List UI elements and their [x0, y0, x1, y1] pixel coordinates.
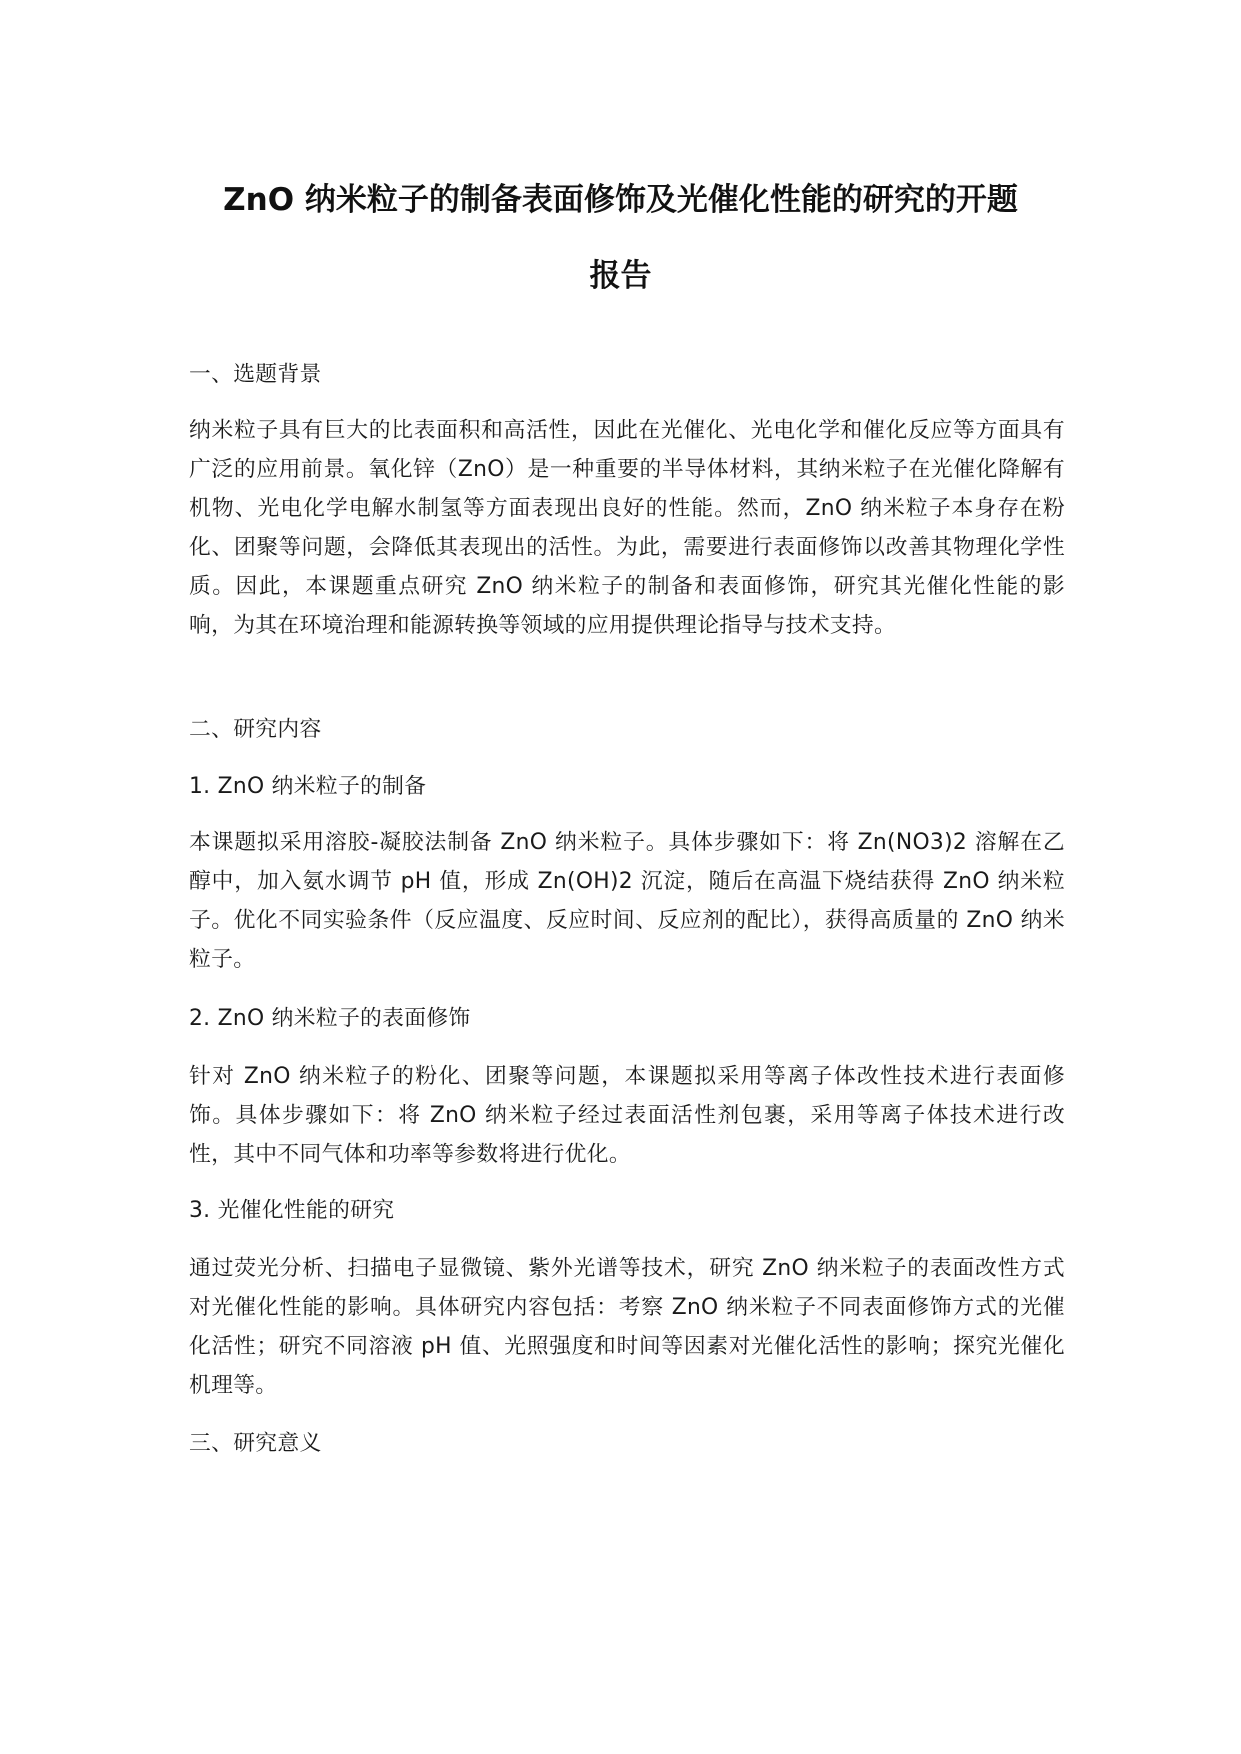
section-heading-significance: 三、研究意义 — [189, 1431, 322, 1456]
document-title-line-1: ZnO 纳米粒子的制备表面修饰及光催化性能的研究的开题 — [223, 182, 1018, 218]
subsection-heading-photocatalysis: 3. 光催化性能的研究 — [189, 1198, 395, 1223]
section-heading-content: 二、研究内容 — [189, 717, 322, 742]
document-title-line-2: 报告 — [589, 258, 652, 294]
paragraph-background: 纳米粒子具有巨大的比表面积和高活性，因此在光催化、光电化学和催化反应等方面具有广泛的应用前景。氧化锌（ZnO）是一种重要的半导体材料，其纳米粒子在光催化降解有机物、光电化学电解水制氢等方面表现出良好的性能。然而，ZnO 纳米粒子本身存在粉化、团聚等问题，会降低其表现出的活性。为此，需要进行表面修饰以改善其物理化学性质。因此，本课题重点研究 ZnO 纳米粒子的制备和表面修饰，研究其光催化性能的影响，为其在环境治理和能源转换等领域的应用提供理论指导与技术支持。 — [189, 418, 1065, 638]
subsection-heading-preparation: 1. ZnO 纳米粒子的制备 — [189, 774, 427, 799]
paragraph-surface-modification: 针对 ZnO 纳米粒子的粉化、团聚等问题，本课题拟采用等离子体改性技术进行表面修饰。具体步骤如下：将 ZnO 纳米粒子经过表面活性剂包裹，采用等离子体技术进行改性，其中不同气体和功率等参数将进行优化。 — [189, 1064, 1065, 1167]
paragraph-preparation: 本课题拟采用溶胶-凝胶法制备 ZnO 纳米粒子。具体步骤如下：将 Zn(NO3)2 溶解在乙醇中，加入氨水调节 pH 值，形成 Zn(OH)2 沉淀，随后在高温下烧结获得 ZnO 纳米粒子。优化不同实验条件（反应温度、反应时间、反应剂的配比），获得高质量的 ZnO 纳米粒子。 — [189, 830, 1065, 972]
paragraph-photocatalysis: 通过荧光分析、扫描电子显微镜、紫外光谱等技术，研究 ZnO 纳米粒子的表面改性方式对光催化性能的影响。具体研究内容包括：考察 ZnO 纳米粒子不同表面修饰方式的光催化活性；研究不同溶液 pH 值、光照强度和时间等因素对光催化活性的影响；探究光催化机理等。 — [189, 1256, 1065, 1398]
section-heading-background: 一、选题背景 — [189, 362, 322, 387]
subsection-heading-surface-modification: 2. ZnO 纳米粒子的表面修饰 — [189, 1006, 471, 1031]
